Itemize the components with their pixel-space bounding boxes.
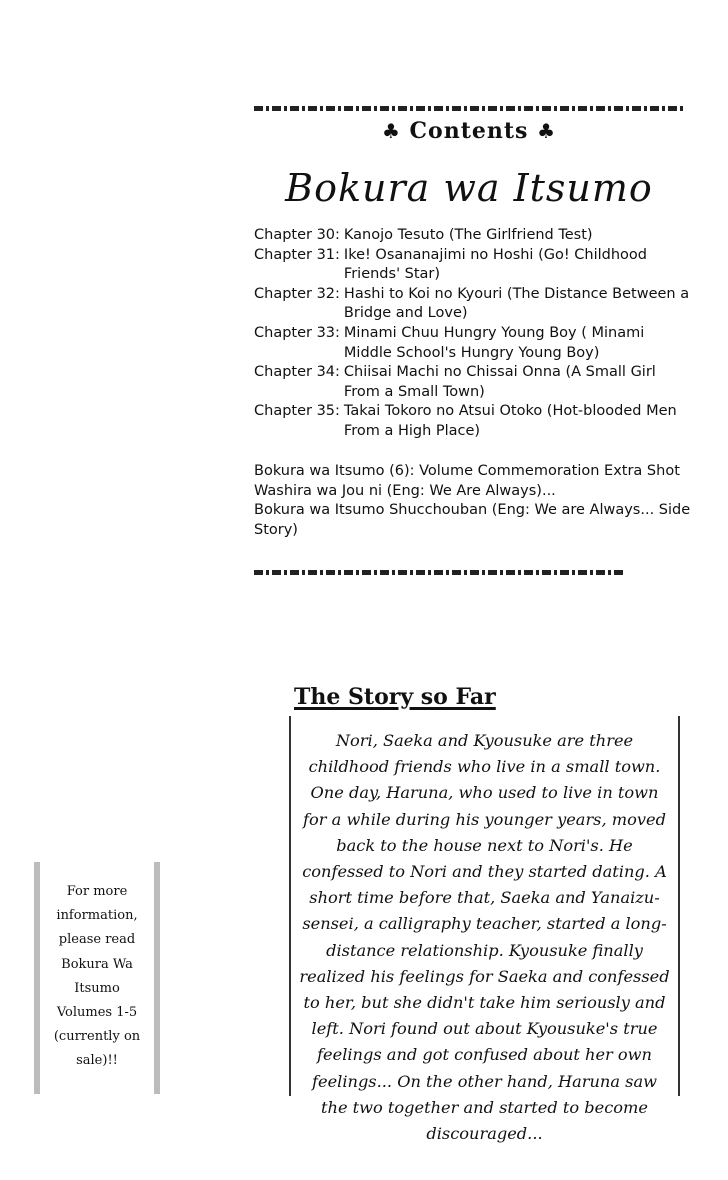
story-heading: The Story so Far (294, 684, 496, 710)
chapter-title: Kanojo Tesuto (The Girlfriend Test) (343, 227, 593, 243)
chapter-number: Chapter 35: (254, 403, 340, 420)
chapter-item (254, 285, 694, 324)
chapter-item (254, 246, 694, 285)
chapter-number: Chapter 34: (254, 364, 340, 381)
chapter-item (254, 324, 694, 363)
extra-item: Bokura wa Itsumo (6): Volume Commemoration Extra Shot Washira wa Jou ni (Eng: We Are Always)... (254, 463, 680, 499)
contents-heading (254, 118, 684, 144)
chapter-title: Chiisai Machi no Chissai Onna (A Small Girl From a Small Town) (343, 364, 656, 400)
chapter-item (254, 226, 694, 246)
story-text: Nori, Saeka and Kyousuke are three childhood friends who live in a small town. One day, Haruna, who used to live in town for a while during his younger years, moved back to the house next to Nori's. He confessed to Nori and they started dating. A short time before that, Saeka and Yanaizu-sensei, a calligraphy teacher, started a long-distance relationship. Kyousuke finally realized his feelings for Saeka and confessed to her, but she didn't take him seriously and left. Nori found out about Kyousuke's true feelings and got confused about her own feelings... On the other hand, Haruna saw the two together and started to become discouraged... (299, 731, 670, 1144)
chapter-title: Ike! Osananajimi no Hoshi (Go! Childhood Friends' Star) (343, 246, 647, 283)
club-icon: ♣ (381, 119, 401, 143)
top-divider (254, 106, 684, 111)
chapter-number: Chapter 33: (254, 324, 340, 341)
chapter-title: Minami Chuu Hungry Young Boy ( Minami Middle School's Hungry Young Boy) (343, 324, 645, 361)
chapter-item (254, 402, 694, 441)
chapter-number: Chapter 30: (254, 227, 340, 243)
chapter-number: Chapter 31: (254, 246, 340, 263)
extra-item: Bokura wa Itsumo Shucchouban (Eng: We are Always... Side Story) (254, 502, 691, 538)
club-icon: ♣ (537, 119, 557, 143)
contents-heading-text: Contents (409, 118, 529, 144)
chapter-item (254, 363, 694, 402)
story-box (289, 716, 680, 1144)
side-note-text: For more information, please read Bokura Wa Itsumo Volumes 1-5 (currently on sale)!! (53, 884, 141, 1069)
chapter-title: Takai Tokoro no Atsui Otoko (Hot-blooded Men From a High Place) (343, 403, 677, 439)
chapter-number: Chapter 32: (254, 285, 340, 302)
chapter-title: Hashi to Koi no Kyouri (The Distance Between a Bridge and Love) (343, 285, 690, 322)
bottom-divider (254, 570, 624, 575)
extra-list (254, 462, 694, 540)
series-title: Bokura wa Itsumo (285, 166, 653, 210)
chapter-list (254, 226, 694, 442)
side-note-box (34, 862, 160, 1094)
